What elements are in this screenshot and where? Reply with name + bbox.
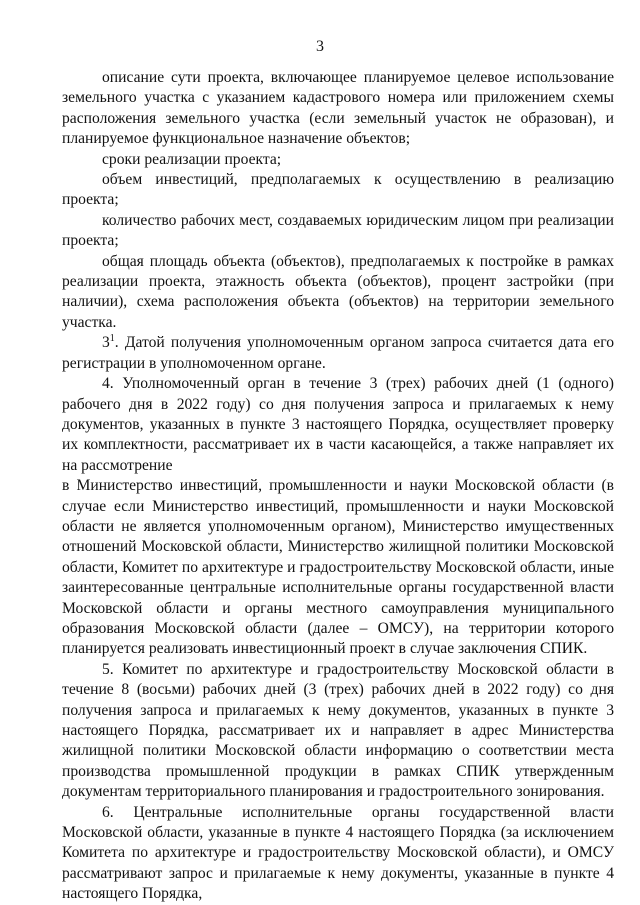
clause-text: . Датой получения уполномоченным органом запроса считается дата его регистрации в уполномоченном органе. [62,334,614,372]
clause-superscript: 1 [109,333,115,345]
clause-number: 3 [102,334,110,352]
paragraph-investment-volume: объем инвестиций, предполагаемых к осуществлению в реализацию проекта; [62,171,614,209]
paragraph-4-recipients: в Министерство инвестиций, промышленности и науки Московской области (в случае если Министерство инвестиций, промышленности и науки Московской области не является уполномоченным органом), Министерство имущественных отношений Московской области, Министерство жилищной политики Московской области, Комитет по архитектуре и градостроительству Московской области, иные заинтересованные центральные исполнительные органы государственной власти Московской области и органы местного самоуправления муниципального образования Московской области (далее – ОМСУ), на территории которого планируется реализовать инвестиционный проект в случае заключения СПИК. [62,477,614,658]
paragraph-implementation-period: сроки реализации проекта; [102,150,282,168]
paragraph-3-1-receipt-date [62,333,614,374]
paragraph-6-central-bodies: 6. Центральные исполнительные органы государственной власти Московской области, указанные в пункте 4 настоящего Порядка (за исключением Комитета по архитектуре и градостроительству Московской области), и ОМСУ рассматривают запрос и прилагаемые к нему документы, указанные в пункте 4 настоящего Порядка, [62,803,614,903]
paragraph-4-authorized-body: 4. Уполномоченный орган в течение 3 (трех) рабочих дней (1 (одного) рабочего дня в 2022 году) со дня получения запроса и прилагаемых к нему документов, указанных в пункте 3 настоящего Порядка, осуществляет проверку их комплектности, рассматривает их в части касающейся, а также направляет их на рассмотрение [62,375,614,474]
paragraph-total-area: общая площадь объекта (объектов), предполагаемых к постройке в рамках реализации проекта, этажность объекта (объектов), процент застройки (при наличии), схема расположения объекта (объектов) на территории земельного участка. [62,252,614,331]
paragraph-project-description: описание сути проекта, включающее планируемое целевое использование земельного участка с указанием кадастрового номера или приложением схемы расположения земельного участка (если земельный участок не образован), и планируемое функциональное назначение объектов; [62,69,614,148]
paragraph-5-architecture-committee: 5. Комитет по архитектуре и градостроительству Московской области в течение 8 (восьми) рабочих дней (3 (трех) рабочих дней в 2022 году) со дня получения запроса и прилагаемых к нему документов, указанных в пункте 3 настоящего Порядка, рассматривает их и направляет в адрес Министерства жилищной политики Московской области информацию о соответствии места производства промышленной продукции в рамках СПИК утвержденным документам территориального планирования и градостроительного зонирования. [62,660,614,801]
document-body [62,68,614,905]
page-number: 3 [316,38,324,55]
paragraph-jobs-count: количество рабочих мест, создаваемых юридическим лицом при реализации проекта; [62,211,614,250]
